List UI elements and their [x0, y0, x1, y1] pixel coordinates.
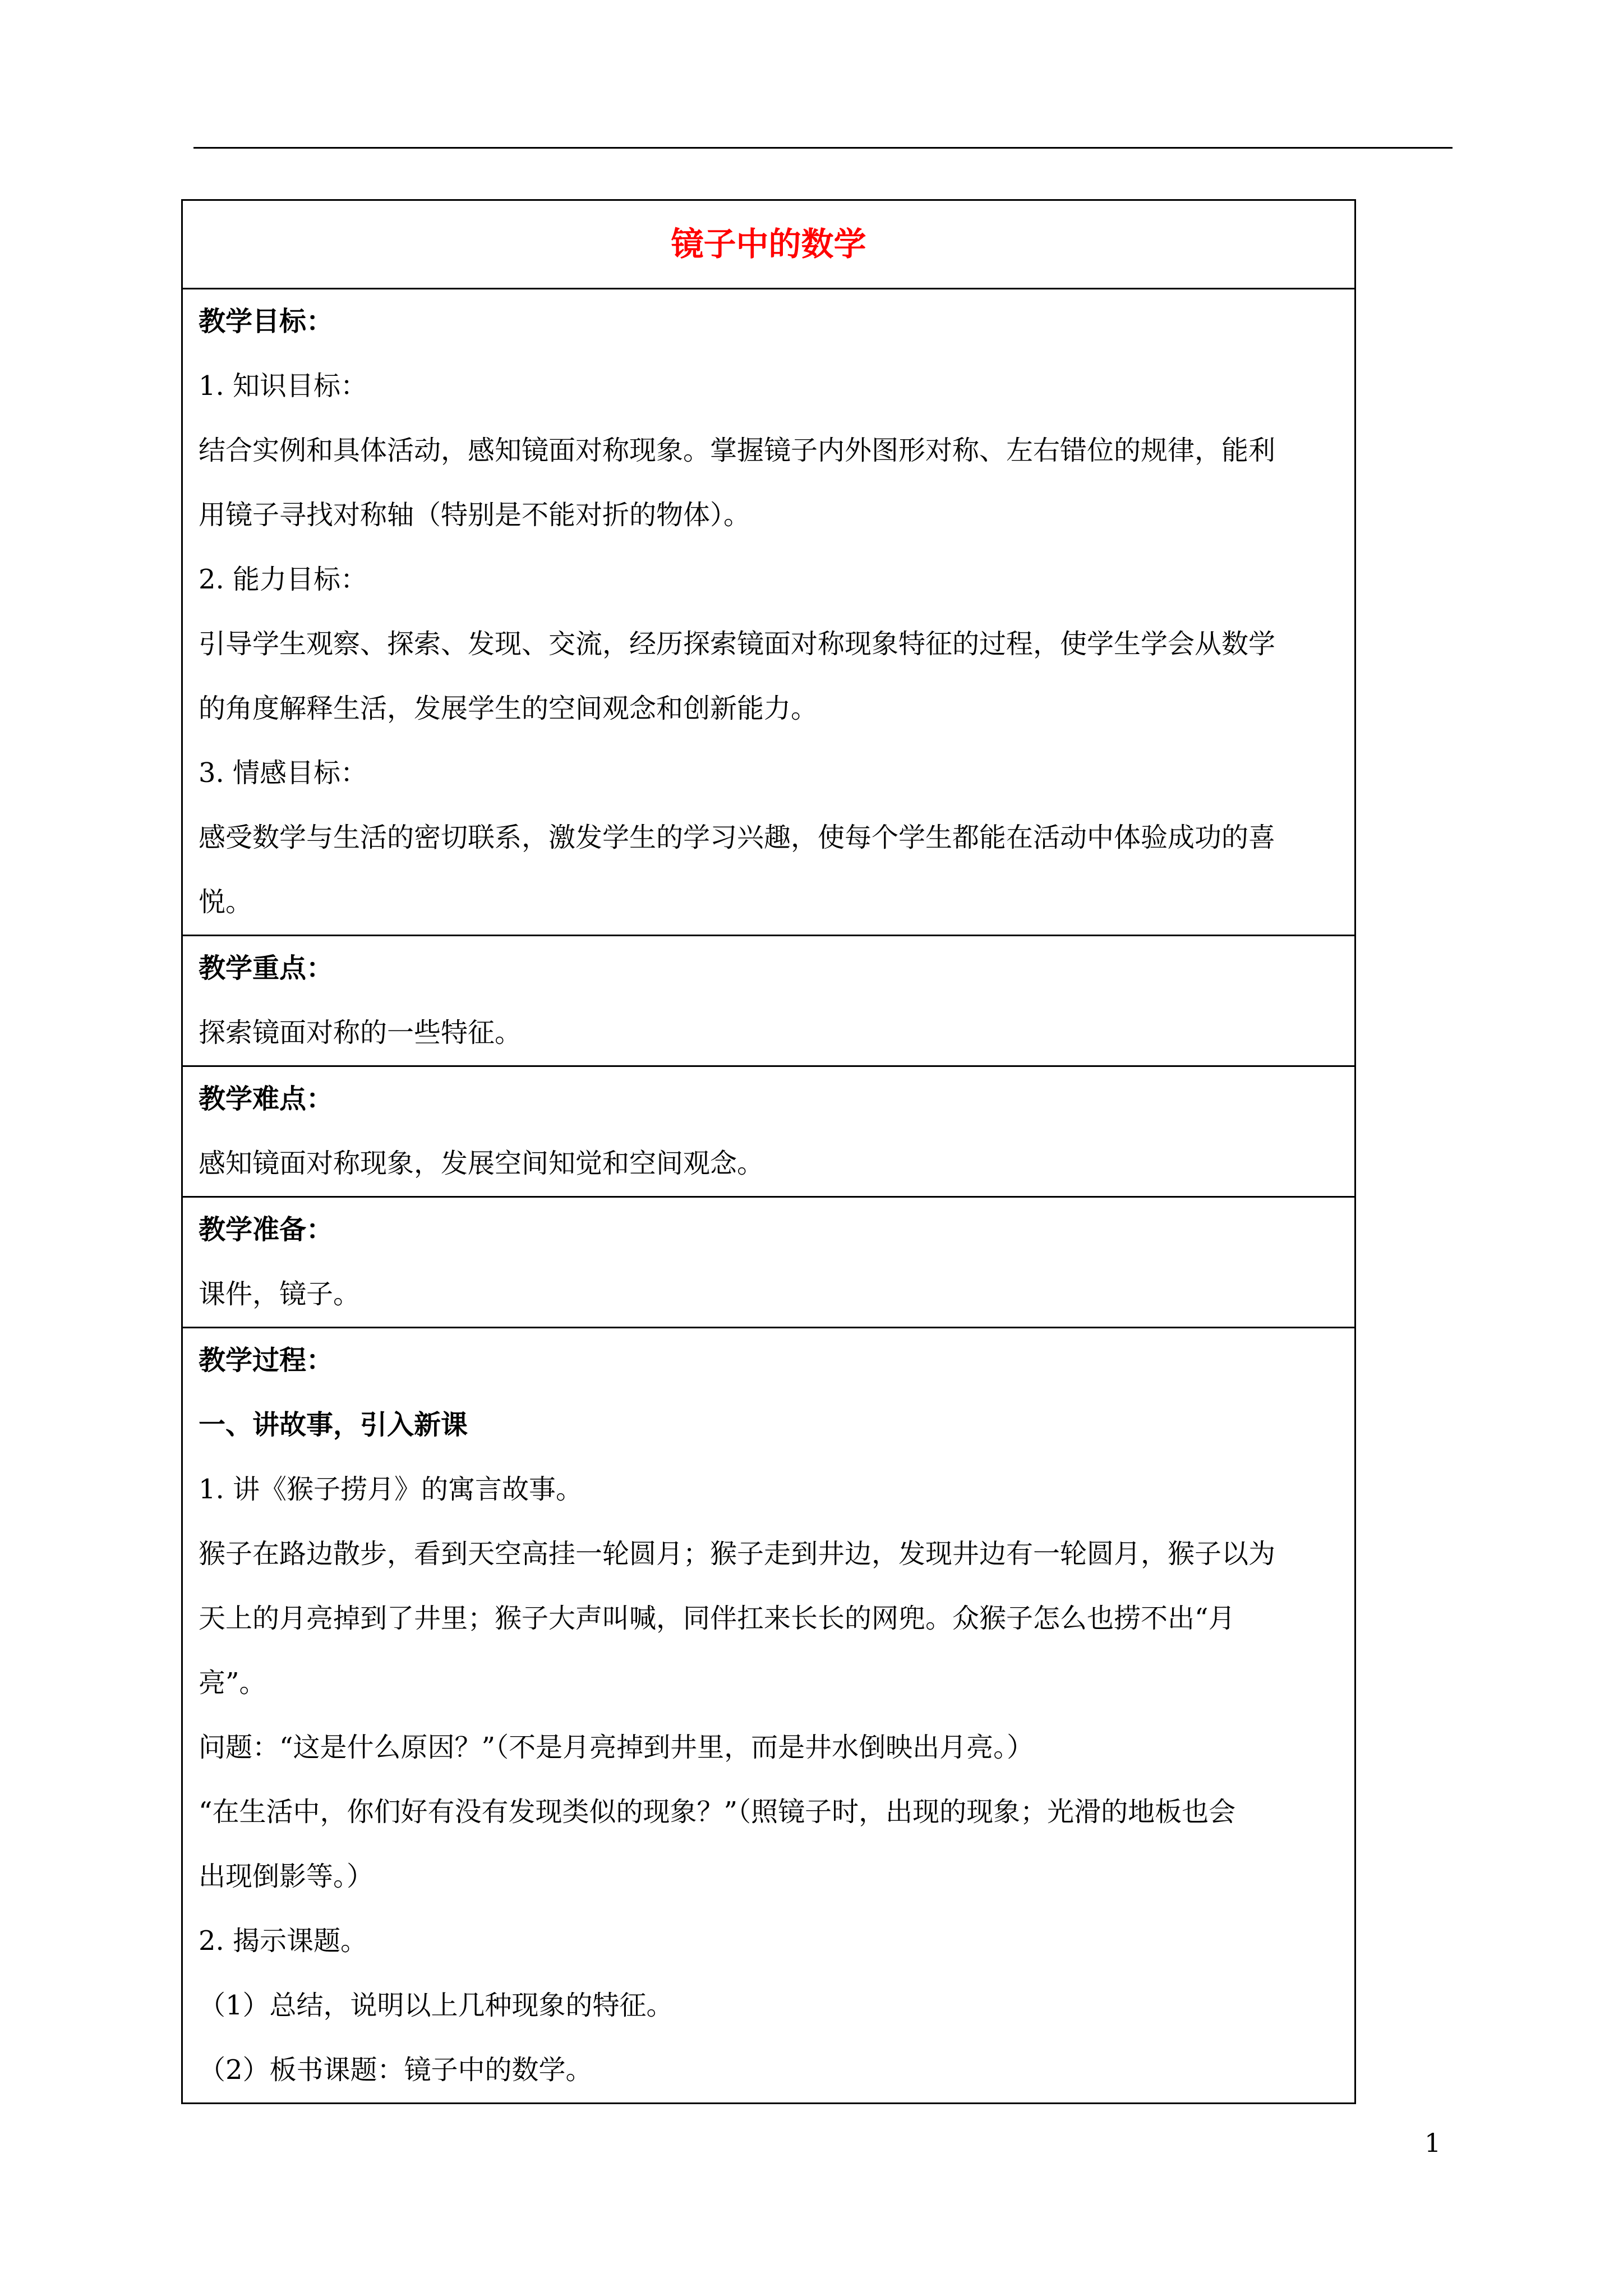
- page-number: 1: [1424, 2128, 1441, 2158]
- process-line: 天上的月亮掉到了井里；猴子大声叫喊，同伴扛来长长的网兜。众猴子怎么也捞不出“月: [199, 1603, 1235, 1634]
- objectives-line: 引导学生观察、探索、发现、交流，经历探索镜面对称现象特征的过程，使学生学会从数学: [199, 628, 1276, 660]
- process-heading: 教学过程：: [199, 1345, 334, 1376]
- objectives-line: 3. 情感目标：: [199, 757, 368, 789]
- key-points-cell: [182, 936, 1355, 1066]
- process-row: [182, 1328, 1355, 2104]
- process-line: （1）总结，说明以上几种现象的特征。: [199, 1990, 674, 2021]
- difficulties-text: 感知镜面对称现象，发展空间知觉和空间观念。: [199, 1148, 764, 1179]
- process-subheading: 一、讲故事，引入新课: [199, 1409, 468, 1441]
- preparation-row: [182, 1197, 1355, 1328]
- objectives-line: 感受数学与生活的密切联系，激发学生的学习兴趣，使每个学生都能在活动中体验成功的喜: [199, 822, 1276, 853]
- process-line: 1. 讲《猴子捞月》的寓言故事。: [199, 1474, 583, 1505]
- preparation-text: 课件，镜子。: [199, 1278, 361, 1310]
- objectives-line: 结合实例和具体活动，感知镜面对称现象。掌握镜子内外图形对称、左右错位的规律，能利: [199, 435, 1276, 466]
- process-line: 猴子在路边散步，看到天空高挂一轮圆月；猴子走到井边，发现井边有一轮圆月，猴子以为: [199, 1538, 1276, 1570]
- process-line: （2）板书课题：镜子中的数学。: [199, 2054, 593, 2086]
- process-line: 出现倒影等。）: [199, 1861, 374, 1892]
- key-points-text: 探索镜面对称的一些特征。: [199, 1017, 522, 1048]
- process-line: 亮”。: [199, 1667, 266, 1699]
- title-cell: [182, 200, 1355, 289]
- process-line: “在生活中，你们好有没有发现类似的现象？”（照镜子时，出现的现象；光滑的地板也会: [199, 1796, 1236, 1828]
- objectives-line: 用镜子寻找对称轴（特别是不能对折的物体）。: [199, 499, 751, 531]
- key-points-heading: 教学重点：: [199, 953, 334, 984]
- difficulties-heading: 教学难点：: [199, 1083, 334, 1115]
- objectives-line: 的角度解释生活，发展学生的空间观念和创新能力。: [199, 693, 818, 724]
- objectives-line: 1. 知识目标：: [199, 370, 368, 402]
- objectives-line: 悦。: [199, 886, 253, 918]
- difficulties-row: [182, 1066, 1355, 1197]
- objectives-line: 2. 能力目标：: [199, 564, 368, 595]
- objectives-row: [182, 289, 1355, 936]
- preparation-heading: 教学准备：: [199, 1214, 334, 1245]
- process-line: 问题：“这是什么原因？”（不是月亮掉到井里，而是井水倒映出月亮。）: [199, 1732, 1034, 1763]
- preparation-cell: [182, 1197, 1355, 1328]
- document-title: 镜子中的数学: [671, 225, 866, 263]
- objectives-cell: [182, 289, 1355, 936]
- lesson-plan-table: [181, 199, 1356, 2104]
- header-rule: [193, 147, 1453, 149]
- process-line: 2. 揭示课题。: [199, 1925, 368, 1957]
- process-cell: [182, 1328, 1355, 2104]
- objectives-heading: 教学目标：: [199, 306, 334, 337]
- title-row: [182, 200, 1355, 289]
- difficulties-cell: [182, 1066, 1355, 1197]
- key-points-row: [182, 936, 1355, 1066]
